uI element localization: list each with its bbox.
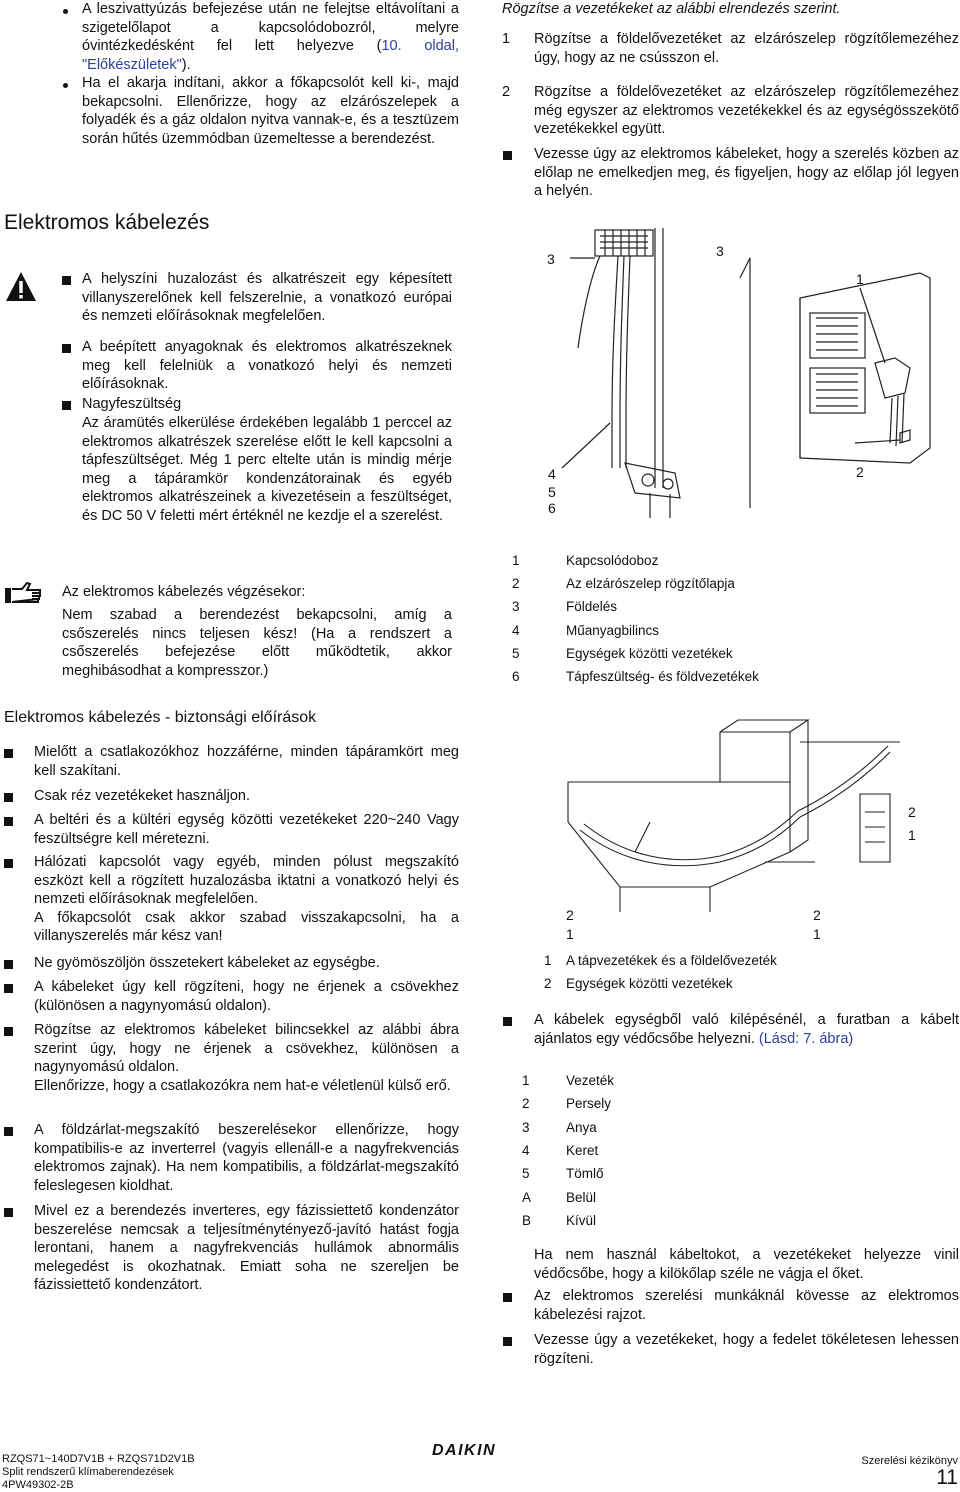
intro-text: Rögzítse a vezetékeket az alábbi elrendezés szerint. [502,1,841,17]
list-square [62,344,71,353]
list-square [503,1337,512,1346]
final-item-2: Vezesse úgy a vezetékeket, hogy a fedelet tökéletesen lehessen rögzíteni. [534,1332,959,1367]
step-2-text: Rögzítse a földelővezetéket az elzárószelep rögzítőlemezéhez még egyszer az elektromos vezetékekkel és az egységösszekötő vezetékekkel együtt. [534,84,959,137]
fig1-label: 5 [548,484,556,500]
bullet-dot [63,83,68,88]
high-voltage-text: Az áramütés elkerülése érdekében legalább 1 perccel az elektromos alkatrészek szerelése előtt le kell kapcsolni a tápfeszültséget. Még 1 perc eltelte után is mindig mérje meg a tápáramkör kondenzátorainak és egyéb elektromos alkatrészeinek a kivezetésein a feszültséget, és DC 50 V feletti mért értéknél ne kezdje el a szerelést. [82,415,452,524]
page-reference-link[interactable]: 10. oldal, "Előkészületek" [82,38,459,73]
figure-reference-link[interactable]: (Lásd: 7. ábra) [758,1030,854,1047]
safety-item-1: Mielőtt a csatlakozókhoz hozzáférne, minden tápáramkört meg kell szakítani. [34,744,459,779]
fig1-label: 1 [856,271,864,287]
fig2-label: 1 [566,926,574,942]
list-square [4,1127,13,1136]
safety-item-3: A beltéri és a kültéri egység közötti vezetékeket 220~240 Vagy feszültségre kell méretezni. [34,812,459,847]
list-square [503,1017,512,1026]
bullet-dot [63,9,68,14]
list-square [4,960,13,969]
list-square [503,151,512,160]
list-square [4,859,13,868]
list-square [4,749,13,758]
safety-section-title: Elektromos kábelezés - biztonsági előírások [4,709,317,726]
fig2-label: 2 [908,804,916,820]
warning-icon [4,270,38,304]
step-number: 2 [502,84,511,100]
fig1-label: 2 [856,464,864,480]
note-text: Nem szabad a berendezést bekapcsolni, amíg a csőszerelés nincs teljesen kész! (Ha a rendszert a csőszerelés befejezése előtt működtetik, akkor meghibásodhat a kompresszor.) [62,607,452,679]
fig1-label: 6 [548,500,556,516]
step-3-text: Vezesse úgy az elektromos kábeleket, hogy a szerelés közben az előlap ne emelkedjen meg, és figyeljen, hogy az előlap jól legyen a helyén. [534,146,959,199]
hand-note-icon [4,580,42,608]
safety-item-7: Rögzítse az elektromos kábeleket bilincsekkel az alábbi ábra szerint úgy, hogy ne érjenek a csövekhez, különösen a nagynyomású oldalon. Ellenőrizze, hogy a csatlakozókra nem hat-e véletlenül külső erő. [34,1022,459,1094]
warning-item-3-heading: Nagyfeszültség [82,396,182,412]
footer-model: RZQS71~140D7V1B + RZQS71D2V1B [2,1453,195,1465]
fig1-label: 4 [548,466,556,482]
section-title-electrical: Elektromos kábelezés [4,211,210,234]
bullet-text-insulation: A leszivattyúzás befejezése után ne felejtse eltávolítani a szigetelőlapot a kapcsolódobozról, melyre óvintézkedésként fel lett helyezve (10. oldal, "Előkészületek"). [82,1,459,73]
list-square [62,276,71,285]
warning-item-1: A helyszíni huzalozást és alkatrészeit egy képesített villanyszerelőnek kell felszerelnie, a vonatkozó európai és nemzeti előírásoknak megfelelően. [82,271,452,324]
step-1-text: Rögzítse a földelővezetéket az elzárószelep rögzítőlemezéhez úgy, hogy az ne csússzon el. [534,31,959,66]
conduit-note: Ha nem használ kábeltokot, a vezetékeket helyezze vinil védőcsőbe, hogy a kilökőlap széle ne vágja el őket. [534,1247,959,1282]
step-number: 1 [502,31,511,47]
fig2-label: 1 [908,827,916,843]
safety-item-9: Mivel ez a berendezés inverteres, egy fázissiettető kondenzátor beszerelése nemcsak a teljesítménytényező-javító hatást fogja lerontani, hanem a nagyfrekvenciás hullámok abnormális melegedést is okozhatnak. Emiatt soha ne szereljen be fázissiettető kondenzátort. [34,1203,459,1293]
list-square [4,984,13,993]
fig1-label: 3 [716,243,724,259]
conduit-text: A kábelek egységből való kilépésénél, a furatban a kábelt ajánlatos egy védőcsőbe helyezni. (Lásd: 7. ábra) [534,1012,959,1047]
list-square [4,793,13,802]
brand-logo: DAIKIN [432,1442,497,1459]
list-square [4,817,13,826]
page-number: 11 [936,1466,958,1489]
fig2-label: 1 [813,926,821,942]
footer-subtitle: Split rendszerű klímaberendezések [2,1466,174,1478]
fig1-label: 3 [547,251,555,267]
list-square [4,1027,13,1036]
safety-item-6: A kábeleket úgy kell rögzíteni, hogy ne érjenek a csövekhez (különösen a nagynyomású oldalon). [34,979,459,1014]
safety-item-5: Ne gyömöszöljön összetekert kábeleket az egységbe. [34,955,380,971]
safety-item-2: Csak réz vezetékeket használjon. [34,788,250,804]
fig2-label: 2 [566,907,574,923]
safety-item-4: Hálózati kapcsolót vagy egyéb, minden pólust megszakító eszközt kell a rögzített huzalozásba iktatni a vonatkozó helyi és nemzeti előírásoknak megfelelően. A főkapcsolót csak akkor szabad visszakapcsolni, ha a villanyszerelés már kész van! [34,854,459,944]
list-square [62,401,71,410]
list-square [503,1293,512,1302]
final-item-1: Az elektromos szerelési munkáknál kövesse az elektromos kábelezési rajzot. [534,1288,959,1323]
safety-item-8: A földzárlat-megszakító beszerelésekor ellenőrizze, hogy kompatibilis-e az inverterrel (vagyis ellenáll-e a nagyfrekvenciás elektromos zajnak). Ha nem kompatibilis, a földzárlat-megszakító feleslegesen kioldhat. [34,1122,459,1194]
wiring-layout-figure [500,218,940,523]
warning-item-2: A beépített anyagoknak és elektromos alkatrészeknek meg kell felelniük a vonatkozó helyi és nemzeti előírásoknak. [82,339,452,392]
note-title: Az elektromos kábelezés végzésekor: [62,584,306,600]
footer-code: 4PW49302-2B [2,1479,74,1491]
footer-manual: Szerelési kézikönyv [861,1455,958,1467]
fig2-label: 2 [813,907,821,923]
bullet-text-start: Ha el akarja indítani, akkor a főkapcsolót kell ki-, majd bekapcsolni. Ellenőrizze, hogy az elzárószelepek a folyadék és a gáz oldalon nyitva vannak-e, és a tesztüzem során hűtés üzemmódban üzemeltesse a berendezést. [82,75,459,147]
cable-routing-figure [560,712,930,947]
list-square [4,1208,13,1217]
